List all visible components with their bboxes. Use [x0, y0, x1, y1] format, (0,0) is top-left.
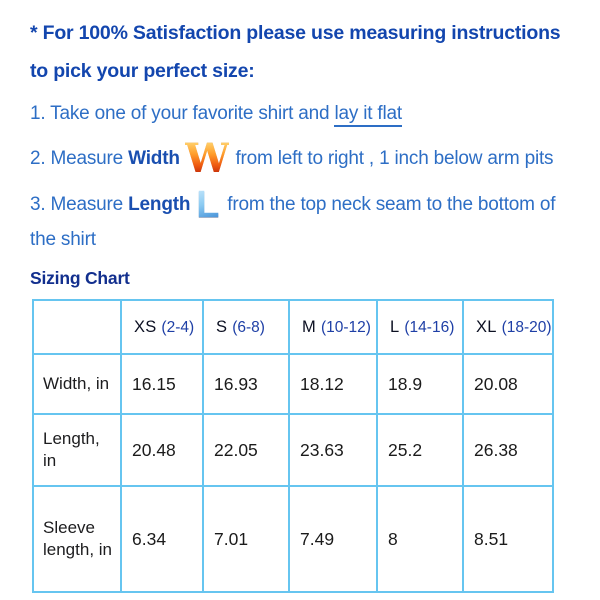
length-xl-value: 26.38 [463, 414, 553, 486]
sleeve-xl-value: 8.51 [463, 486, 553, 592]
heading-line-2: to pick your perfect size: [30, 60, 255, 82]
size-range: (2-4) [161, 318, 195, 336]
sleeve-xs-value: 6.34 [121, 486, 203, 592]
step-3 [30, 186, 572, 224]
table-row-width [33, 354, 553, 414]
sleeve-s-value: 7.01 [203, 486, 289, 592]
width-w-icon: W [184, 135, 230, 182]
sizing-table [32, 299, 554, 593]
row-label: Sleeve length, in [33, 486, 121, 592]
sizing-chart-title: Sizing Chart [30, 268, 130, 288]
row-label: Length, in [33, 414, 121, 486]
step-3-text-suffix: from the top neck seam to the bottom of [227, 194, 556, 216]
length-s-value: 22.05 [203, 414, 289, 486]
size-name: S [216, 317, 228, 336]
column-header-s [203, 300, 289, 354]
heading-line-1: * For 100% Satisfaction please use measuring instructions [30, 22, 561, 44]
size-range: (18-20) [501, 318, 552, 336]
size-name: XS [134, 317, 157, 336]
length-keyword: Length [128, 194, 191, 216]
column-header-xs [121, 300, 203, 354]
length-xs-value: 20.48 [121, 414, 203, 486]
sleeve-m-value: 7.49 [289, 486, 377, 592]
step-1-text: 1. Take one of your favorite shirt and [30, 103, 335, 124]
step-3-text: 3. Measure [30, 194, 129, 216]
size-range: (14-16) [404, 318, 455, 336]
size-name: XL [476, 317, 497, 336]
row-label: Width, in [33, 354, 121, 414]
size-range: (10-12) [320, 318, 371, 336]
sleeve-l-value: 8 [377, 486, 463, 592]
step-2 [30, 135, 572, 182]
column-header-m [289, 300, 377, 354]
step-1 [30, 101, 572, 127]
size-name: L [390, 317, 400, 336]
size-name: M [302, 317, 316, 336]
column-header-l [377, 300, 463, 354]
width-l-value: 18.9 [377, 354, 463, 414]
size-range: (6-8) [232, 318, 265, 336]
satisfaction-heading [30, 14, 572, 90]
width-s-value: 16.93 [203, 354, 289, 414]
step-2-text-suffix: from left to right , 1 inch below arm pits [235, 148, 554, 170]
table-row-sleeve-length [33, 486, 553, 592]
column-header-xl [463, 300, 553, 354]
corner-empty-cell [33, 300, 121, 354]
width-xl-value: 20.08 [463, 354, 553, 414]
width-m-value: 18.12 [289, 354, 377, 414]
step-2-text: 2. Measure [30, 148, 129, 170]
length-m-value: 23.63 [289, 414, 377, 486]
table-row-length [33, 414, 553, 486]
step-3-continuation: the shirt [30, 229, 96, 250]
width-keyword: Width [128, 148, 180, 170]
length-l-icon: L [196, 184, 220, 226]
length-l-value: 25.2 [377, 414, 463, 486]
lay-it-flat-underlined-text: lay it flat [334, 103, 402, 127]
table-header-row [33, 300, 553, 354]
width-xs-value: 16.15 [121, 354, 203, 414]
